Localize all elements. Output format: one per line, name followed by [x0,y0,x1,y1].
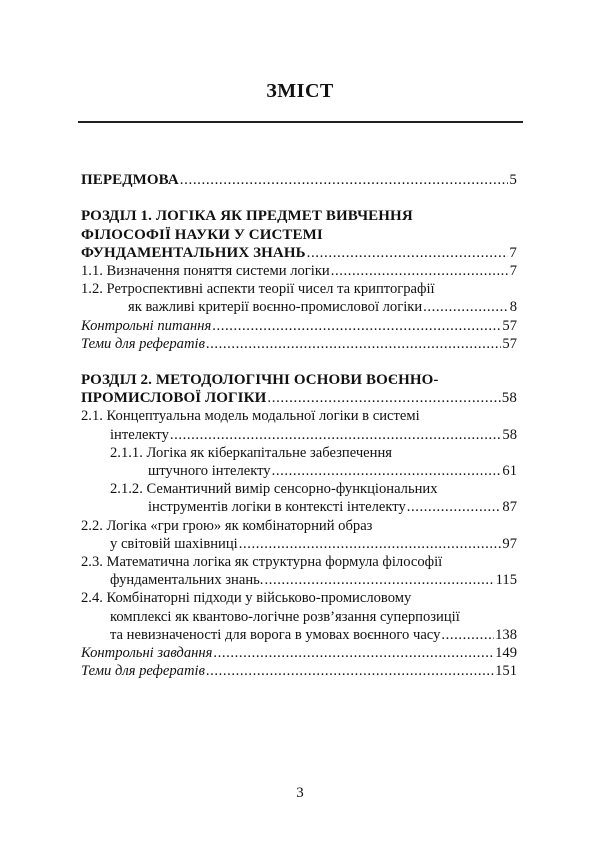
toc-entry-line [81,498,517,516]
toc-entry-text: Теми для рефератів [81,335,205,352]
toc-entry-line [81,644,517,662]
page-title: ЗМІСТ [266,80,334,102]
toc-entry[interactable] [81,662,517,680]
toc-entry[interactable] [81,407,517,443]
toc-entry-line [81,298,517,316]
toc-entry-text: штучного інтелекту [148,463,271,479]
leader-dots [272,462,502,480]
toc-page-number: 57 [502,335,517,352]
leader-dots [267,389,500,407]
toc-entry-line [81,571,517,589]
leader-dots [331,262,509,280]
toc-page-number: 149 [495,644,517,661]
leader-dots [212,317,501,335]
toc-page-number: 58 [502,426,517,443]
toc-entry-line [81,262,517,280]
toc-page-number: 7 [509,244,517,261]
toc-page-number: 57 [502,317,517,334]
toc-entry-line [81,535,517,553]
leader-dots [239,535,502,553]
toc-page-number: 5 [509,172,517,188]
leader-dots [423,298,509,316]
leader-dots [206,662,494,680]
toc-page-number: 8 [509,299,517,316]
leader-dots [407,498,502,516]
toc-entry-text: ПЕРЕДМОВА [81,172,179,188]
leader-dots [307,244,509,262]
toc-entry-text: фундаментальних знань. [110,572,264,589]
toc-entry-text: 2.2. Логіка «гри грою» як комбінаторний образ [81,517,373,534]
toc-entry[interactable] [81,589,517,644]
leader-dots [206,335,501,353]
toc-entry-text: інтелекту [110,426,169,443]
toc-page-number: 7 [509,262,517,279]
title-divider [78,121,523,123]
toc-entry-text: 2.1.1. Логіка як кіберкапітальне забезпечення [110,444,392,461]
toc-entry-line [81,517,517,535]
toc-entry[interactable] [81,517,517,553]
toc-entry[interactable] [81,553,517,589]
toc-entry[interactable] [81,444,517,480]
toc-entry-line [81,207,517,225]
toc-entry-text: 2.1. Концептуальна модель модальної логіки в системі [81,408,420,425]
toc-entry-text: Контрольні завдання [81,644,213,661]
toc-entry-line [81,171,517,189]
toc-entry-text: 1.2. Ретроспективні аспекти теорії чисел та криптографії [81,281,435,298]
toc-entry-text: Контрольні питання [81,317,212,334]
toc-entry-line [81,335,517,353]
toc-entry-text: ФУНДАМЕНТАЛЬНИХ ЗНАНЬ [81,244,306,261]
toc-entry-text: як важливі критерії воєнно-промислової логіки [128,299,423,316]
toc-entry-text: Теми для рефератів [81,663,205,680]
toc-entry-line [81,389,517,407]
toc-entry[interactable] [81,371,517,407]
toc-entry-line [81,244,517,262]
leader-dots [441,626,494,644]
toc-entry-text: 2.4. Комбінаторні підходи у військово-промисловому [81,590,412,607]
toc-entry-text: комплексі як квантово-логічне розв’язання суперпозиції [110,608,460,625]
toc-page-number: 58 [501,390,517,407]
toc-page-number: 97 [502,535,517,552]
toc-entry[interactable] [81,644,517,662]
toc-entry-line [81,426,517,444]
leader-dots [213,644,494,662]
spacer [81,353,517,371]
toc-entry-text: 1.1. Визначення поняття системи логіки [81,262,330,279]
toc-page-number: 87 [502,499,517,516]
toc-entry[interactable] [81,171,517,189]
toc-entry-text: РОЗДІЛ 2. МЕТОДОЛОГІЧНІ ОСНОВИ ВОЄННО- [81,372,439,389]
toc-entry-line [81,462,517,480]
toc-entry-line [81,589,517,607]
toc-entry-line [81,407,517,425]
toc-entry-line [81,317,517,335]
toc-entry-line [81,280,517,298]
toc-entry-text: у світовій шахівниці [110,535,238,552]
page-number: 3 [296,785,304,801]
toc-entry-text: ФІЛОСОФІЇ НАУКИ У СИСТЕМІ [81,226,323,243]
toc-entry-line [81,371,517,389]
toc-page-number: 151 [495,663,517,680]
toc-entry-line [81,553,517,571]
toc-entry[interactable] [81,207,517,262]
toc-entry-line [81,480,517,498]
toc-entry[interactable] [81,262,517,280]
toc-page-number: 138 [495,626,517,643]
toc-entry[interactable] [81,280,517,316]
toc-page-number: 115 [495,572,517,589]
toc-entry-line [81,626,517,644]
toc-entry-line [81,662,517,680]
leader-dots [180,171,509,189]
toc-entry[interactable] [81,480,517,516]
toc-page-number: 61 [502,463,517,479]
table-of-contents [81,171,517,680]
toc-entry-line [81,226,517,244]
toc-entry-text: ПРОМИСЛОВОЇ ЛОГІКИ [81,390,267,407]
toc-entry-text: 2.3. Математична логіка як структурна формула філософії [81,553,443,570]
toc-entry-text: РОЗДІЛ 1. ЛОГІКА ЯК ПРЕДМЕТ ВИВЧЕННЯ [81,208,413,225]
spacer [81,189,517,207]
leader-dots [264,571,494,589]
toc-entry[interactable] [81,317,517,335]
toc-entry-line [81,444,517,462]
toc-entry-text: 2.1.2. Семантичний вимір сенсорно-функціональних [110,481,438,498]
toc-entry-text: інструментів логіки в контексті інтелекту [148,499,406,516]
toc-entry-line [81,608,517,626]
toc-entry[interactable] [81,335,517,353]
toc-entry-text: та невизначеності для ворога в умовах воєнного часу [110,626,441,643]
leader-dots [170,426,502,444]
